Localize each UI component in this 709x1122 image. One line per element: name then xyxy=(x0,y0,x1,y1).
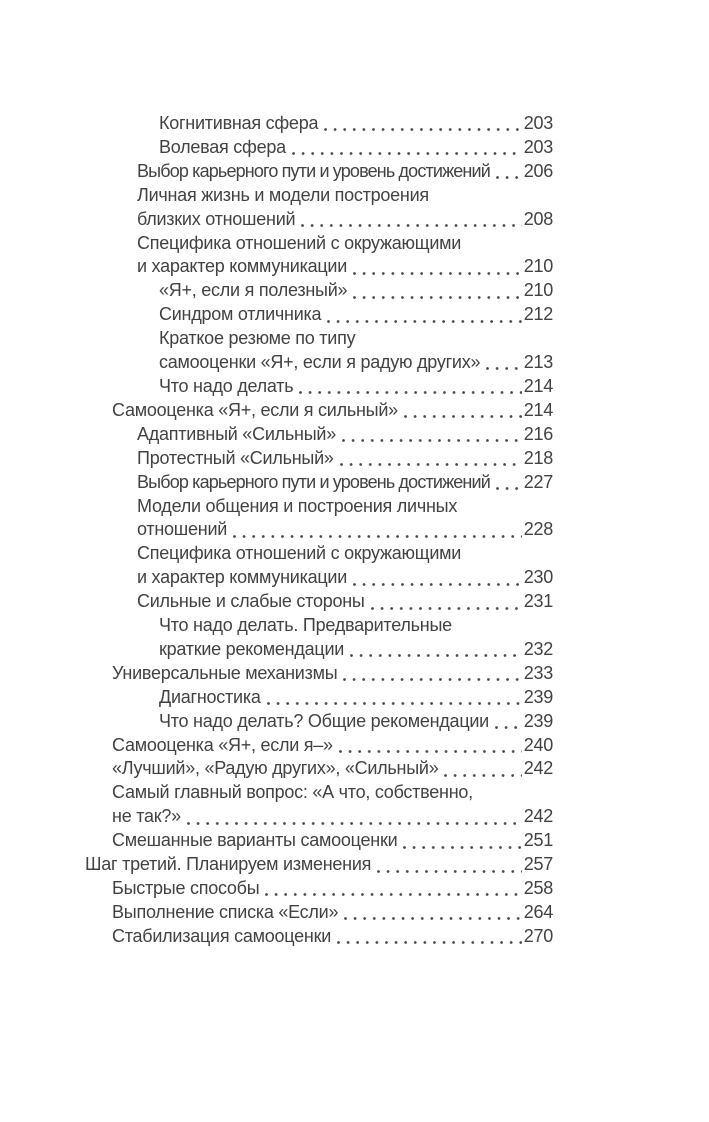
page-number: 228 xyxy=(523,519,553,540)
page-number: 227 xyxy=(523,471,553,492)
toc-entry-last-line xyxy=(137,208,553,232)
toc-entry-last-line xyxy=(137,423,553,447)
toc-entry-last-line xyxy=(112,925,553,949)
toc-entry-line: Самый главный вопрос: «А что, собственно, xyxy=(112,782,473,803)
toc-entry xyxy=(85,327,553,375)
toc-entry-label: Универсальные механизмы xyxy=(112,662,338,683)
dot-leader xyxy=(339,750,522,753)
toc-entry-last-line xyxy=(159,710,553,734)
toc-entry-label: Что надо делать xyxy=(159,375,294,396)
toc-entry-label: Самооценка «Я+, если я–» xyxy=(112,734,333,755)
page-number: 258 xyxy=(523,878,553,898)
dot-leader xyxy=(344,917,521,920)
page-number: 206 xyxy=(523,160,553,181)
toc-entry-label: Когнитивная сфера xyxy=(159,113,319,133)
toc-entry-label: «Лучший», «Радую других», «Сильный» xyxy=(112,758,439,779)
toc-entry xyxy=(85,495,553,543)
toc-entry-last-line xyxy=(159,136,553,160)
page-number: 213 xyxy=(523,352,553,373)
toc-entry-last-line xyxy=(159,686,553,710)
toc-entry xyxy=(85,136,553,160)
page-number: 231 xyxy=(523,591,553,612)
page-number: 210 xyxy=(523,280,553,301)
dot-leader xyxy=(353,296,521,299)
page-number: 203 xyxy=(523,136,553,157)
page-number: 242 xyxy=(523,758,553,779)
dot-leader xyxy=(327,320,521,323)
toc-entry-last-line xyxy=(159,112,553,136)
dot-leader xyxy=(403,846,521,849)
dot-leader xyxy=(343,678,521,681)
toc-entry-last-line xyxy=(159,279,553,303)
toc-entry-last-line xyxy=(159,375,553,399)
dot-leader xyxy=(340,463,522,466)
toc-entry-last-line xyxy=(112,757,553,781)
toc-entry-label: Шаг третий. Планируем изменения xyxy=(85,854,372,875)
toc-entry-label: и характер коммуникации xyxy=(137,567,348,588)
dot-leader xyxy=(496,487,522,490)
dot-leader xyxy=(350,654,522,657)
toc-entry-last-line xyxy=(112,877,553,901)
toc-entry-line: Что надо делать. Предварительные xyxy=(159,615,452,636)
dot-leader xyxy=(371,607,522,610)
toc-entry xyxy=(85,375,553,399)
toc-entry-label: краткие рекомендации xyxy=(159,638,345,659)
toc-entry-last-line xyxy=(159,638,553,662)
toc-entry xyxy=(85,112,553,136)
toc-entry xyxy=(85,160,553,184)
toc-entry-label: Сильные и слабые стороны xyxy=(137,591,365,612)
page-number: 230 xyxy=(523,567,553,588)
toc-entry xyxy=(85,399,553,423)
dot-leader xyxy=(353,272,522,275)
page-number: 212 xyxy=(523,304,553,325)
dot-leader xyxy=(486,367,521,370)
page-number: 232 xyxy=(523,638,553,659)
dot-leader xyxy=(444,774,521,777)
toc-entry-line: Краткое резюме по типу xyxy=(159,328,356,349)
toc-entry-last-line xyxy=(112,901,553,925)
table-of-contents xyxy=(85,112,553,949)
page-number: 251 xyxy=(523,830,553,851)
page-number: 240 xyxy=(523,734,553,755)
toc-entry xyxy=(85,901,553,925)
dot-leader xyxy=(324,128,521,131)
toc-entry-label: Выбор карьерного пути и уровень достижений xyxy=(137,471,490,492)
toc-entry-last-line xyxy=(137,566,553,590)
page-number: 216 xyxy=(523,423,553,444)
toc-entry-last-line xyxy=(159,303,553,327)
dot-leader xyxy=(301,224,521,227)
toc-entry xyxy=(85,853,553,877)
page-number: 203 xyxy=(523,113,553,133)
toc-entry xyxy=(85,471,553,495)
toc-entry xyxy=(85,757,553,781)
toc-entry-label: «Я+, если я полезный» xyxy=(159,280,348,301)
toc-entry xyxy=(85,232,553,280)
toc-entry-line: Личная жизнь и модели построения xyxy=(137,184,429,205)
toc-entry xyxy=(85,423,553,447)
toc-entry-label: Волевая сфера xyxy=(159,136,286,157)
dot-leader xyxy=(187,822,522,825)
toc-entry-label: Быстрые способы xyxy=(112,878,260,898)
toc-entry-label: Смешанные варианты самооценки xyxy=(112,830,398,851)
toc-entry-line: Специфика отношений с окружающими xyxy=(137,232,462,253)
dot-leader xyxy=(495,726,522,729)
toc-entry-label: Синдром отличника xyxy=(159,304,322,325)
toc-entry-label: отношений xyxy=(137,519,228,540)
page-number: 242 xyxy=(523,806,553,827)
toc-entry-label: Что надо делать? Общие рекомендации xyxy=(159,710,489,731)
toc-entry-last-line xyxy=(85,853,553,877)
page-number: 218 xyxy=(523,447,553,468)
page-number: 214 xyxy=(523,399,553,420)
toc-entry xyxy=(85,279,553,303)
toc-entry xyxy=(85,614,553,662)
dot-leader xyxy=(337,941,522,944)
toc-entry xyxy=(85,662,553,686)
toc-entry xyxy=(85,877,553,901)
page-number: 264 xyxy=(523,901,553,922)
toc-entry xyxy=(85,447,553,471)
toc-entry-last-line xyxy=(112,829,553,853)
toc-entry xyxy=(85,542,553,590)
toc-entry xyxy=(85,781,553,829)
dot-leader xyxy=(342,439,522,442)
toc-entry-last-line xyxy=(159,351,553,375)
toc-entry-last-line xyxy=(137,447,553,471)
toc-entry-last-line xyxy=(112,805,553,829)
toc-entry-label: близких отношений xyxy=(137,208,296,229)
toc-entry xyxy=(85,303,553,327)
toc-entry xyxy=(85,184,553,232)
toc-entry-label: Протестный «Сильный» xyxy=(137,447,334,468)
toc-entry xyxy=(85,829,553,853)
dot-leader xyxy=(265,893,521,896)
page-number: 270 xyxy=(523,925,553,946)
page-number: 233 xyxy=(523,662,553,683)
page-number: 208 xyxy=(523,208,553,229)
toc-entry-label: Выбор карьерного пути и уровень достижений xyxy=(137,160,490,181)
dot-leader xyxy=(404,415,522,418)
toc-entry-last-line xyxy=(112,734,553,758)
toc-entry-label: Самооценка «Я+, если я сильный» xyxy=(112,399,398,420)
dot-leader xyxy=(267,702,522,705)
dot-leader xyxy=(233,535,522,538)
toc-entry-label: Диагностика xyxy=(159,686,261,707)
toc-entry xyxy=(85,734,553,758)
toc-entry xyxy=(85,925,553,949)
toc-entry-last-line xyxy=(137,255,553,279)
toc-entry-line: Специфика отношений с окружающими xyxy=(137,543,462,564)
toc-entry-label: Адаптивный «Сильный» xyxy=(137,423,336,444)
toc-entry-last-line xyxy=(137,160,553,184)
toc-entry-label: не так?» xyxy=(112,806,181,827)
toc-entry-last-line xyxy=(112,662,553,686)
dot-leader xyxy=(496,176,522,179)
dot-leader xyxy=(353,583,522,586)
dot-leader xyxy=(292,152,522,155)
toc-entry-label: самооценки «Я+, если я радую других» xyxy=(159,352,481,373)
dot-leader xyxy=(377,870,522,873)
toc-entry xyxy=(85,590,553,614)
toc-entry-last-line xyxy=(112,399,553,423)
toc-entry-last-line xyxy=(137,590,553,614)
page-number: 239 xyxy=(523,686,553,707)
toc-entry xyxy=(85,710,553,734)
page-number: 210 xyxy=(523,256,553,277)
toc-entry xyxy=(85,686,553,710)
page-number: 214 xyxy=(523,375,553,396)
page-number: 239 xyxy=(523,710,553,731)
toc-entry-label: Выполнение списка «Если» xyxy=(112,901,339,922)
toc-entry-last-line xyxy=(137,518,553,542)
toc-entry-line: Модели общения и построения личных xyxy=(137,495,458,516)
dot-leader xyxy=(299,391,521,394)
page-number: 257 xyxy=(523,854,553,875)
toc-entry-label: Стабилизация самооценки xyxy=(112,925,331,946)
toc-entry-last-line xyxy=(137,471,553,495)
toc-entry-label: и характер коммуникации xyxy=(137,256,348,277)
